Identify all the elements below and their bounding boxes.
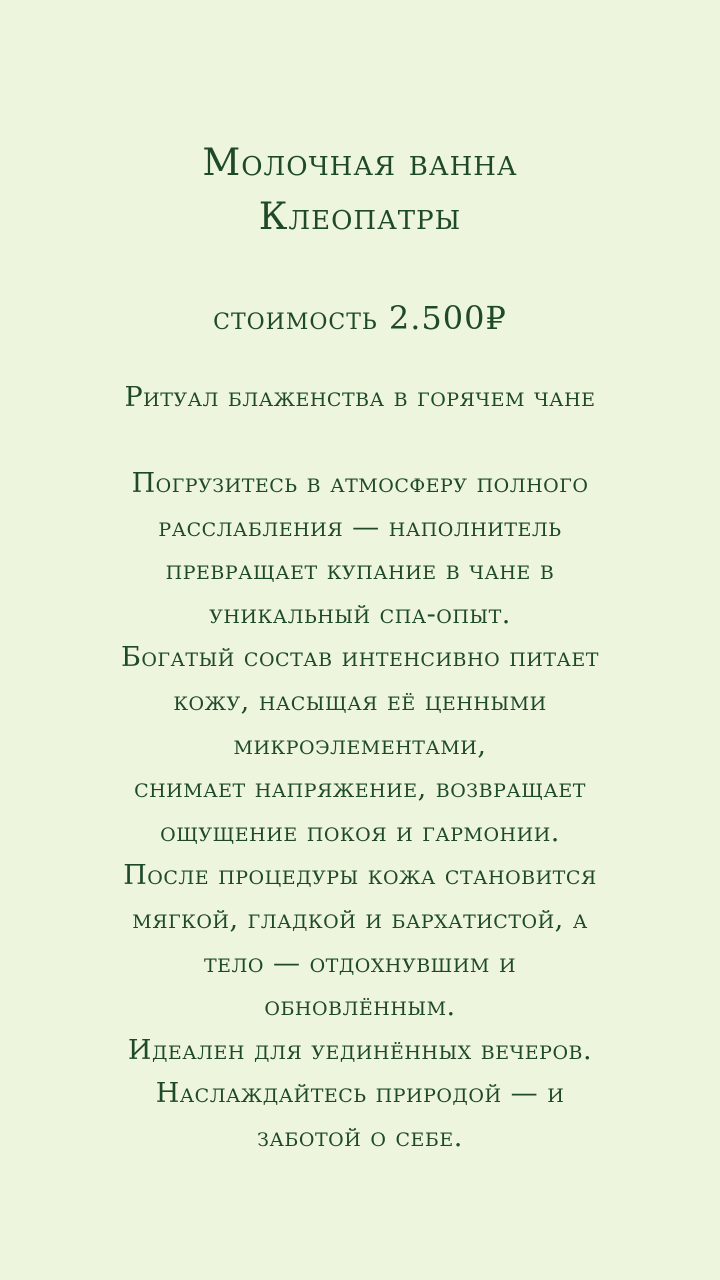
description-line: снимает напряжение, возвращает (134, 773, 586, 805)
description-line: превращает купание в чане в (165, 555, 555, 587)
description-line: Наслаждайтесь природой — и (155, 1078, 565, 1110)
title-line-1: Молочная ванна (202, 141, 518, 184)
description-line: микроэлементами, (233, 729, 487, 761)
description-line: мягкой, гладкой и бархатистой, а (132, 903, 588, 935)
description-line: Погрузитесь в атмосферу полного (131, 468, 589, 499)
subtitle: Ритуал блаженства в горячем чане (124, 382, 596, 413)
description-line: расслабления — наполнитель (158, 511, 562, 543)
description-line: Идеален для уединённых вечеров. (127, 1034, 593, 1066)
description-line: тело — отдохнувшим и (203, 947, 517, 979)
description-line: кожу, насыщая её ценными (173, 685, 547, 717)
description-line: обновлённым. (264, 991, 456, 1023)
price-label: стоимость 2.500₽ (213, 299, 507, 337)
title-line-2: Клеопатры (258, 195, 462, 238)
description-line: уникальный спа-опыт. (209, 598, 511, 630)
page-title (0, 136, 720, 244)
description-line: ощущение покоя и гармонии. (160, 816, 560, 848)
description-line: заботой о себе. (257, 1121, 463, 1153)
description-line: Богатый состав интенсивно питает (121, 642, 599, 674)
description-line: После процедуры кожа становится (123, 860, 597, 892)
description (0, 462, 720, 1160)
